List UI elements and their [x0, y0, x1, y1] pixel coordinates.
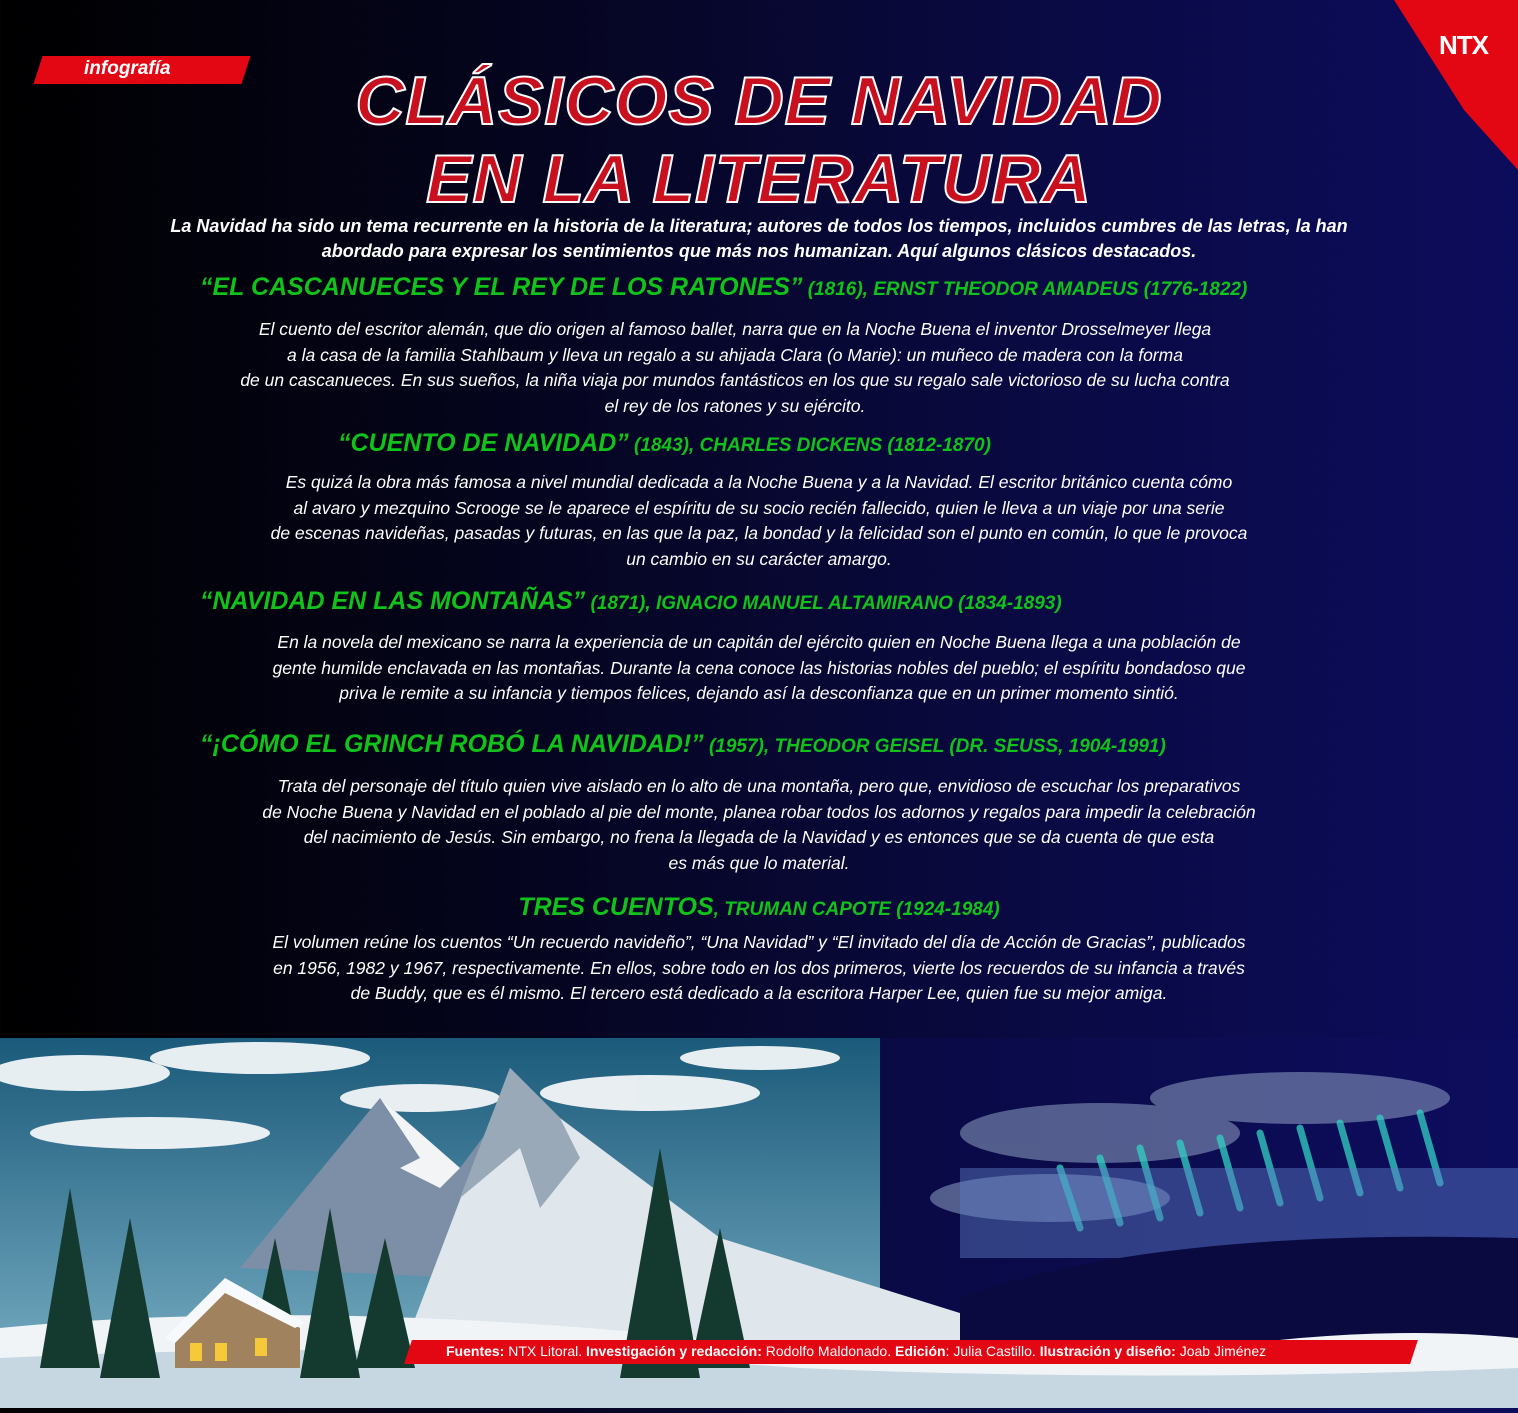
title-line-1: CLÁSICOS DE NAVIDAD: [355, 63, 1163, 139]
text-line: al avaro y mezquino Scrooge se le aparece el espíritu de su socio recién fallecido, quien le lleva a un viaje por una serie: [293, 497, 1225, 518]
text-line: En la novela del mexicano se narra la experiencia de un capitán del ejército quien en Noche Buena llega a una población de: [277, 632, 1241, 652]
work-description: [110, 774, 1408, 876]
section-tag: infografía: [84, 58, 171, 79]
credit-value: Joab Jiménez: [1175, 1343, 1267, 1359]
text-line: un cambio en su carácter amargo.: [626, 548, 892, 569]
page-title: [0, 62, 1518, 218]
ntx-logo: NTX: [1439, 30, 1488, 60]
credit-value: NTX Litoral.: [504, 1343, 583, 1359]
text-line: de Noche Buena y Navidad en el poblado al pie del monte, planea robar todos los adornos y regalos para impedir la celebración: [262, 801, 1256, 822]
work-author: (1843), CHARLES DICKENS (1812-1870): [628, 435, 991, 456]
work-title: “EL CASCANUECES Y EL REY DE LOS RATONES”: [200, 273, 803, 301]
work-heading: [338, 429, 991, 458]
work-title: TRES CUENTOS: [518, 893, 714, 921]
text-line: Trata del personaje del título quien vive aislado en lo alto de una montaña, pero que, envidioso de escuchar los preparativos: [277, 776, 1241, 796]
text-line: gente humilde enclavada en las montañas. Durante la cena conoce las historias nobles del pueblo; el espíritu bondadoso que: [272, 657, 1246, 678]
credit-label: Fuentes:: [446, 1343, 505, 1359]
intro-paragraph: La Navidad ha sido un tema recurrente en la historia de la literatura; autores de todos los tiempos, incluidos cumbres de las letras, la han abordado para expresar los sentimientos que más nos humanizan. Aquí algunos clásicos destacados.: [170, 216, 1348, 261]
work-author: (1957), THEODOR GEISEL (DR. SEUSS, 1904-1991): [703, 736, 1166, 757]
work-author: , TRUMAN CAPOTE (1924-1984): [713, 899, 1000, 920]
text-line: el rey de los ratones y su ejército.: [604, 395, 866, 416]
work-heading: [200, 730, 1166, 759]
work-heading: [200, 273, 1247, 302]
title-line-2: EN LA LITERATURA: [426, 141, 1092, 217]
text-line: de escenas navideñas, pasadas y futuras, en las que la paz, la bondad y la felicidad son el punto en común, lo que le provoca: [270, 523, 1248, 543]
text-line: El cuento del escritor alemán, que dio origen al famoso ballet, narra que en la Noche Buena el inventor Drosselmeyer llega: [258, 319, 1212, 339]
work-author: (1816), ERNST THEODOR AMADEUS (1776-1822): [802, 279, 1248, 300]
credit-label: Ilustración y diseño:: [1035, 1343, 1176, 1359]
text-line: en 1956, 1982 y 1967, respectivamente. En ellos, sobre todo en los dos primeros, vierte los recuerdos de su infancia a través: [273, 957, 1245, 978]
credit-value: : Julia Castillo.: [945, 1343, 1036, 1359]
text-line: del nacimiento de Jesús. Sin embargo, no frena la llegada de la Navidad y es entonces que se da cuenta de que esta: [303, 827, 1215, 847]
text-line: es más que lo material.: [668, 852, 850, 873]
work-description: [120, 470, 1398, 572]
credit-label: Edición: [891, 1343, 946, 1359]
work-description: [120, 930, 1398, 1007]
text-line: a la casa de la familia Stahlbaum y lleva un regalo a su ahijada Clara (o Marie): un muñeco de madera con la forma: [287, 344, 1183, 365]
work-heading: [0, 893, 1518, 922]
credits: [446, 1343, 1266, 1359]
work-title: “CUENTO DE NAVIDAD”: [338, 429, 629, 457]
work-title: “NAVIDAD EN LAS MONTAÑAS”: [200, 587, 586, 615]
text-line: de un cascanueces. En sus sueños, la niña viaja por mundos fantásticos en los que su regalo sale victorioso de su lucha contra: [240, 370, 1230, 390]
work-description: [100, 317, 1370, 419]
credit-label: Investigación y redacción:: [582, 1343, 762, 1359]
work-heading: [200, 587, 1062, 616]
work-author: (1871), IGNACIO MANUEL ALTAMIRANO (1834-1893): [585, 593, 1062, 614]
text-line: Es quizá la obra más famosa a nivel mundial dedicada a la Noche Buena y a la Navidad. El escritor británico cuenta cómo: [285, 472, 1233, 492]
text-line: El volumen reúne los cuentos “Un recuerdo navideño”, “Una Navidad” y “El invitado del día de Acción de Gracias”, publicados: [272, 932, 1246, 952]
work-description: [120, 630, 1398, 707]
text-line: priva le remite a su infancia y tiempos felices, dejando así la desconfianza que en un primer momento sintió.: [339, 683, 1179, 703]
work-title: “¡CÓMO EL GRINCH ROBÓ LA NAVIDAD!”: [200, 730, 704, 758]
credit-value: Rodolfo Maldonado.: [761, 1343, 892, 1359]
text-line: de Buddy, que es él mismo. El tercero está dedicado a la escritora Harper Lee, quien fue su mejor amiga.: [350, 983, 1168, 1003]
